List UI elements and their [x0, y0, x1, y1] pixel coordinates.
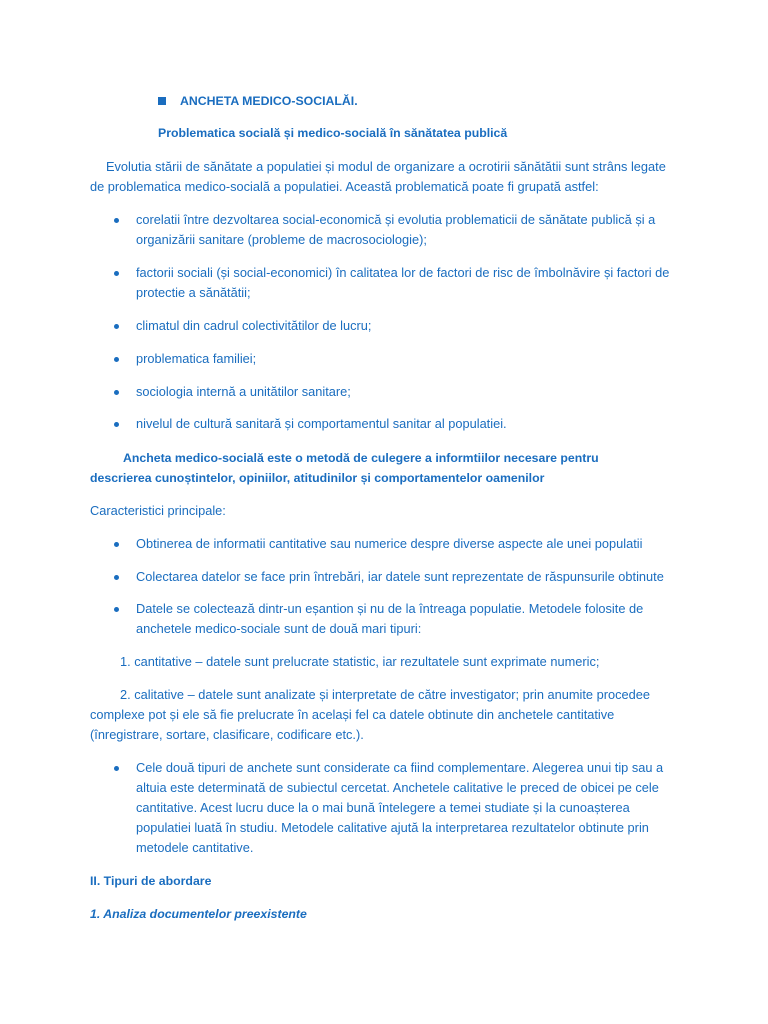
definition-line: Ancheta medico-socială este o metodă de culegere a informtiilor necesare pentru: [123, 451, 599, 465]
subtitle: Problematica socială și medico-socială în sănătatea publică: [158, 126, 508, 140]
list-item-line: organizării sanitare (probleme de macrosociologie);: [136, 232, 427, 247]
section-title: ANCHETA MEDICO-SOCIALĂI.: [180, 94, 358, 108]
round-bullet-icon: [114, 390, 119, 395]
round-bullet-icon: [114, 218, 119, 223]
survey-type-line: (înregistrare, sortare, clasificare, codificare etc.).: [90, 727, 364, 742]
subsection-heading: 1. Analiza documentelor preexistente: [90, 907, 307, 921]
list-item-line: problematica familiei;: [136, 351, 257, 366]
intro-line: de problematica medico-socială a populatiei. Această problematică poate fi grupată astfel:: [90, 179, 599, 194]
survey-type-line: 2. calitative – datele sunt analizate și interpretate de către investigator; prin anumite procedee: [120, 687, 650, 702]
round-bullet-icon: [114, 357, 119, 362]
list-item-line: Cele două tipuri de anchete sunt considerate ca fiind complementare. Alegerea unui tip sau a: [136, 760, 664, 775]
list-item-line: anchetele medico-sociale sunt de două mari tipuri:: [136, 621, 422, 636]
square-bullet-icon: [158, 97, 166, 105]
definition-line: descrierea cunoștintelor, opiniilor, atitudinilor și comportamentelor oamenilor: [90, 471, 545, 485]
survey-type-line: 1. cantitative – datele sunt prelucrate statistic, iar rezultatele sunt exprimate numeric;: [120, 654, 600, 669]
list-item-line: populatiei luată în studiu. Metodele calitative ajută la interpretarea rezultatelor obtinute prin: [136, 820, 649, 835]
round-bullet-icon: [114, 422, 119, 427]
list-item-line: Obtinerea de informatii cantitative sau numerice despre diverse aspecte ale unei populatii: [136, 536, 643, 551]
list-item-line: sociologia internă a unitătilor sanitare;: [136, 384, 351, 399]
round-bullet-icon: [114, 271, 119, 276]
characteristics-heading: Caracteristici principale:: [90, 503, 226, 518]
round-bullet-icon: [114, 766, 119, 771]
list-item-line: protectie a sănătătii;: [136, 285, 251, 300]
section-heading: II. Tipuri de abordare: [90, 874, 212, 888]
list-item-line: nivelul de cultură sanitară și comportamentul sanitar al populatiei.: [136, 416, 507, 431]
list-item-line: metodele cantitative.: [136, 840, 254, 855]
list-item-line: cantitative. Acest lucru duce la o mai bună întelegere a temei studiate și la cunoașterea: [136, 800, 630, 815]
list-item-line: Colectarea datelor se face prin întrebări, iar datele sunt reprezentate de răspunsurile obtinute: [136, 569, 664, 584]
round-bullet-icon: [114, 575, 119, 580]
round-bullet-icon: [114, 607, 119, 612]
round-bullet-icon: [114, 542, 119, 547]
survey-type-line: complexe pot și ele să fie prelucrate în același fel ca datele obtinute din anchetele cantitative: [90, 707, 615, 722]
list-item-line: corelatii între dezvoltarea social-economică și evolutia problematicii de sănătate publică și a: [136, 212, 656, 227]
list-item-line: Datele se colectează dintr-un eșantion și nu de la întreaga populatie. Metodele folosite de: [136, 601, 644, 616]
list-item-line: altuia este determinată de subiectul cercetat. Anchetele calitative le preced de obicei pe cele: [136, 780, 659, 795]
round-bullet-icon: [114, 324, 119, 329]
list-item-line: factorii sociali (și social-economici) în calitatea lor de factori de risc de îmbolnăvire și factori de: [136, 265, 670, 280]
intro-line: Evolutia stării de sănătate a populatiei și modul de organizare a ocrotirii sănătătii sunt strâns legate: [106, 159, 666, 174]
list-item-line: climatul din cadrul colectivitătilor de lucru;: [136, 318, 372, 333]
